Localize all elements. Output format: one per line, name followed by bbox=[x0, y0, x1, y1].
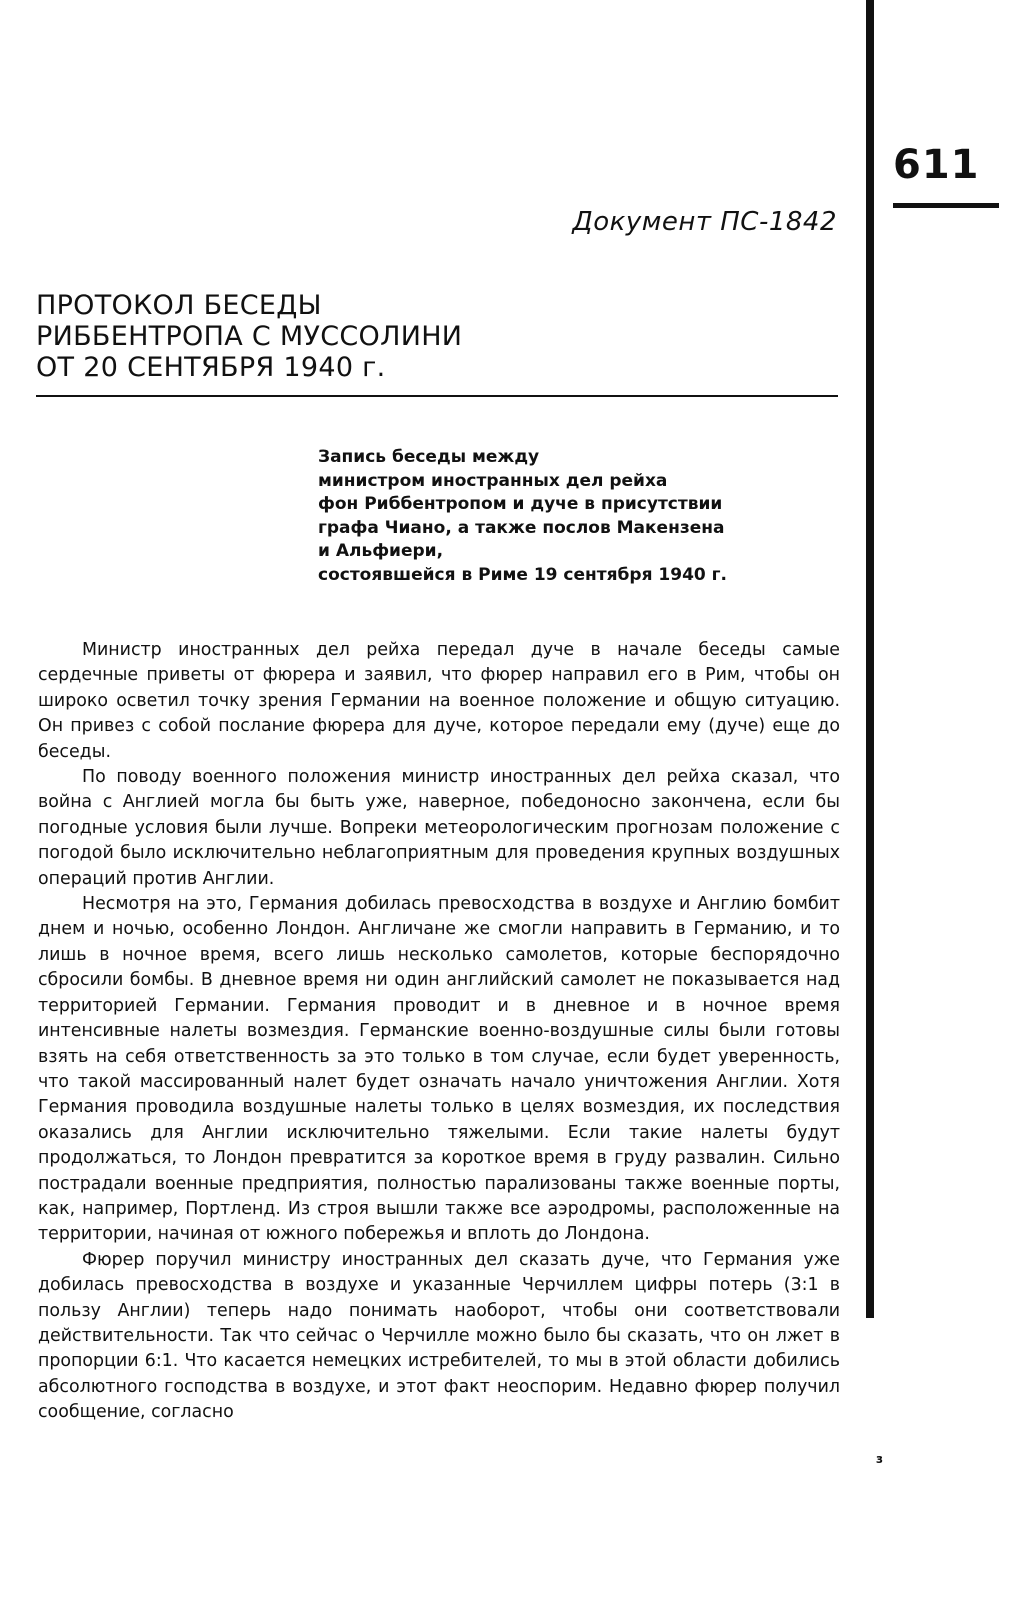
subtitle-line: министром иностранных дел рейха bbox=[318, 470, 668, 491]
title-divider bbox=[36, 395, 838, 397]
margin-mark: з bbox=[876, 1452, 883, 1466]
document-body bbox=[38, 638, 840, 1426]
document-title bbox=[36, 290, 796, 383]
title-line: ПРОТОКОЛ БЕСЕДЫ bbox=[36, 290, 322, 321]
body-paragraph: По поводу военного положения министр иностранных дел рейха сказал, что война с Англией могла бы быть уже, наверное, победоносно закончена, если бы погодные условия были лучше. Вопреки метеорологическим прогнозам положение с погодой было исключительно неблагоприятным для проведения крупных воздушных операций против Англии. bbox=[38, 767, 840, 889]
margin-vertical-bar bbox=[866, 0, 874, 1318]
subtitle-line: и Альфиери, bbox=[318, 541, 444, 561]
document-subtitle bbox=[318, 446, 838, 587]
title-line: ОТ 20 СЕНТЯБРЯ 1940 г. bbox=[36, 352, 386, 383]
body-paragraph: Фюрер поручил министру иностранных дел сказать дуче, что Германия уже добилась превосходства в воздухе и указанные Черчиллем цифры потерь (3:1 в пользу Англии) теперь надо понимать наоборот, чтобы они соответствовали действительности. Так что сейчас о Черчилле можно было бы сказать, что он лжет в пропорции 6:1. Что касается немецких истребителей, то мы в этой области добились абсолютного господства в воздухе, и этот факт неоспорим. Недавно фюрер получил сообщение, согласно bbox=[38, 1249, 840, 1423]
page-number: 611 bbox=[893, 142, 980, 188]
subtitle-line: состоявшейся в Риме 19 сентября 1940 г. bbox=[318, 564, 727, 585]
document-id: Документ ПС-1842 bbox=[572, 207, 837, 237]
title-line: РИББЕНТРОПА С МУССОЛИНИ bbox=[36, 321, 463, 352]
body-paragraph: Несмотря на это, Германия добилась превосходства в воздухе и Англию бомбит днем и ночью, особенно Лондон. Англичане же смогли направить в Германию, и то лишь в ночное время, всего лишь несколько самолетов, которые беспорядочно сбросили бомбы. В дневное время ни один английский самолет не показывается над территорией Германии. Германия проводит и в дневное и в ночное время интенсивные налеты возмездия. Германские военно-воздушные силы были готовы взять на себя ответственность за это только в том случае, если будет уверенность, что такой массированный налет будет означать начало уничтожения Англии. Хотя Германия проводила воздушные налеты только в целях возмездия, их последствия оказались для Англии исключительно тяжелыми. Если такие налеты будут продолжаться, то Лондон превратится за короткое время в груду развалин. Сильно пострадали военные предприятия, полностью парализованы также военные порты, как, например, Портленд. Из строя вышли также все аэродромы, расположенные на территории, начиная от южного побережья и вплоть до Лондона. bbox=[38, 894, 840, 1245]
subtitle-line: Запись беседы между bbox=[318, 447, 540, 467]
subtitle-line: фон Риббентропом и дуче в присутствии bbox=[318, 494, 723, 514]
page-number-rule bbox=[893, 203, 999, 208]
body-paragraph: Министр иностранных дел рейха передал дуче в начале беседы самые сердечные приветы от фюрера и заявил, что фюрер направил его в Рим, чтобы он широко осветил точку зрения Германии на военное положение и общую ситуацию. Он привез с собой послание фюрера для дуче, которое передали ему (дуче) еще до беседы. bbox=[38, 640, 840, 762]
subtitle-line: графа Чиано, а также послов Макензена bbox=[318, 517, 725, 538]
